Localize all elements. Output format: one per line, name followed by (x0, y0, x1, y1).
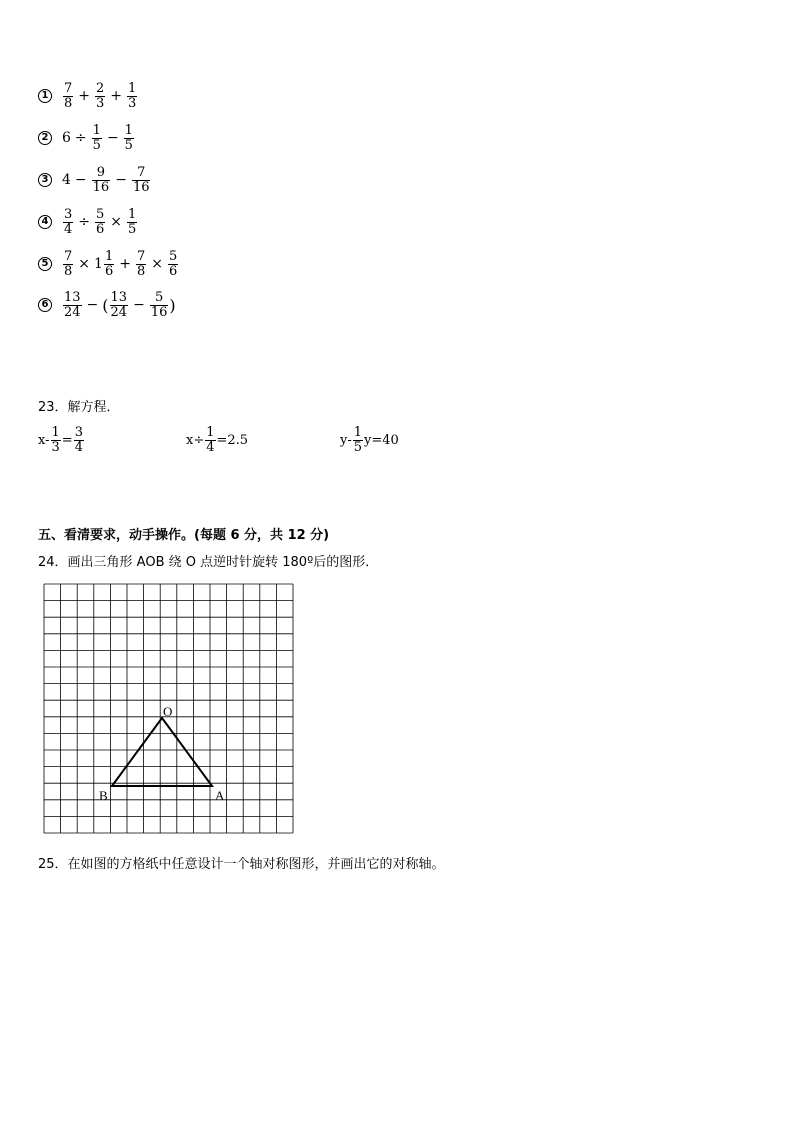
fraction: $\frac{1}{5}$ (353, 424, 363, 455)
fraction: $\frac{7}{8}$ (64, 80, 73, 111)
operator: + (119, 256, 131, 272)
fraction: $\frac{1}{5}$ (92, 122, 101, 153)
equation-1: x- $\frac{1}{3}$ = $\frac{3}{4}$ (38, 424, 83, 455)
fraction: $\frac{1}{3}$ (51, 424, 60, 455)
equation-2: x÷ $\frac{1}{4}$ =2.5 (186, 424, 249, 455)
section-title: 五、看清要求，动手操作。(每题 6 分，共 12 分) (38, 528, 330, 543)
operator: + (78, 88, 91, 104)
q24-title: 24．画出三角形 AOB 绕 O 点逆时针旋转 180º后的图形． (38, 555, 379, 570)
fraction: $\frac{2}{3}$ (96, 80, 105, 111)
operator: − (115, 172, 127, 188)
fraction: $\frac{5}{6}$ (168, 248, 178, 279)
paren: ( (102, 295, 109, 315)
operator: × (151, 256, 163, 272)
calc-item-1 (38, 80, 138, 112)
item-marker: 2 (38, 131, 52, 145)
calc-item-5 (38, 248, 179, 280)
operator: − (106, 130, 119, 146)
operator: + (110, 88, 123, 104)
item-marker: 5 (38, 257, 52, 271)
fraction: $\frac{1}{6}$ (104, 248, 114, 279)
calc-item-4 (38, 206, 138, 238)
grid-figure (40, 582, 298, 838)
item-marker: 3 (38, 173, 52, 187)
calc-item-2 (38, 122, 135, 154)
label-b: B (99, 788, 108, 803)
fraction: $\frac{9}{16}$ (92, 164, 110, 195)
paren: ) (169, 295, 176, 315)
fraction: $\frac{13}{24}$ (64, 289, 81, 320)
number: 6 (62, 130, 71, 146)
operator: − (86, 297, 99, 313)
operator: × (110, 214, 123, 230)
fraction: $\frac{7}{8}$ (136, 248, 146, 279)
calc-item-3 (38, 164, 151, 196)
fraction: $\frac{1}{3}$ (128, 80, 137, 111)
item-marker: 4 (38, 215, 52, 229)
fraction: $\frac{3}{4}$ (74, 424, 83, 455)
q23-title: 23．解方程． (38, 400, 120, 415)
operator: − (74, 172, 87, 188)
item-marker: 1 (38, 89, 52, 103)
mixed-number: 1 $\frac{1}{6}$ (94, 248, 114, 279)
label-o: O (163, 704, 173, 719)
fraction: $\frac{1}{5}$ (124, 122, 133, 153)
fraction: $\frac{3}{4}$ (64, 206, 73, 237)
number: 4 (62, 172, 71, 188)
calc-item-6 (38, 289, 176, 321)
fraction: $\frac{7}{16}$ (132, 164, 150, 195)
operator: ÷ (78, 214, 91, 230)
item-marker: 6 (38, 298, 52, 312)
fraction: $\frac{5}{6}$ (96, 206, 105, 237)
fraction: $\frac{1}{5}$ (128, 206, 137, 237)
operator: − (133, 297, 145, 313)
operator: ÷ (74, 130, 87, 146)
fraction: $\frac{13}{24}$ (110, 289, 128, 320)
equation-3: y- $\frac{1}{5}$ y=40 (340, 424, 399, 455)
fraction: $\frac{5}{16}$ (150, 289, 168, 320)
fraction: $\frac{7}{8}$ (64, 248, 73, 279)
q25-title: 25．在如图的方格纸中任意设计一个轴对称图形，并画出它的对称轴。 (38, 857, 445, 872)
operator: × (78, 256, 91, 272)
label-a: A (215, 788, 225, 803)
fraction: $\frac{1}{4}$ (206, 424, 215, 455)
